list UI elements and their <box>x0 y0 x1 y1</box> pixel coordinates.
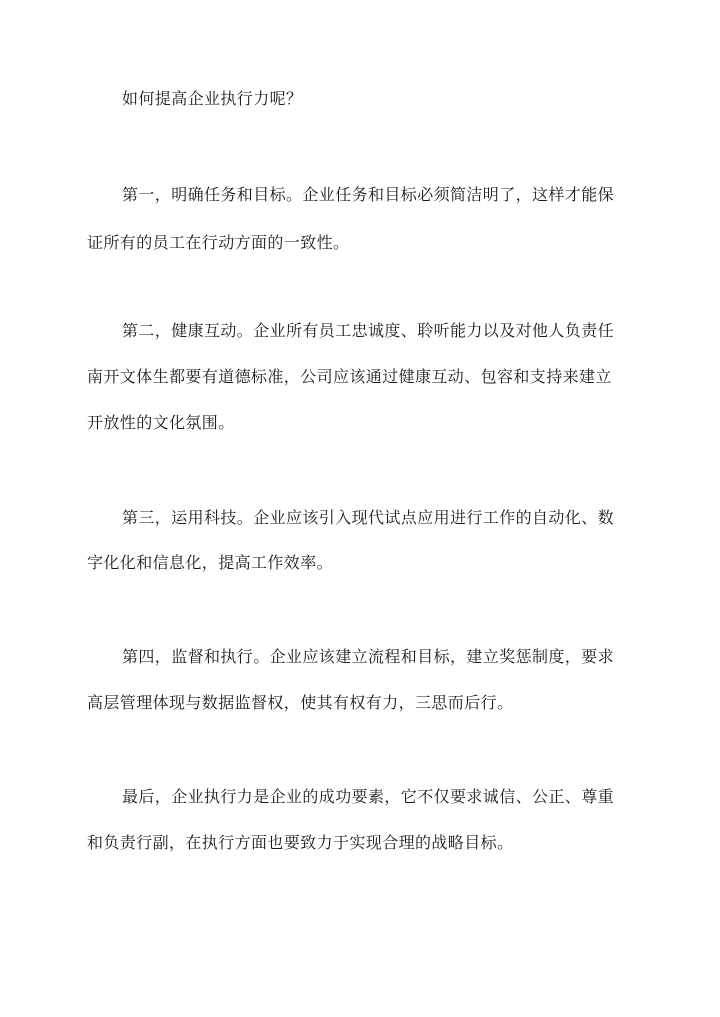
paragraph-line: 证所有的员工在行动方面的一致性。 <box>87 233 350 252</box>
document-title: 如何提高企业执行力呢？ <box>122 89 303 108</box>
paragraph-line: 和负责行副，在执行方面也要致力于实现合理的战略目标。 <box>87 833 514 852</box>
paragraph-line: 第二，健康互动。企业所有员工忠诚度、聆听能力以及对他人负责任 <box>122 321 615 340</box>
paragraph-line: 最后，企业执行力是企业的成功要素，它不仅要求诚信、公正、尊重 <box>122 787 615 806</box>
paragraph-line: 字化化和信息化，提高工作效率。 <box>87 553 334 572</box>
paragraph-line: 开放性的文化氛围。 <box>87 413 235 432</box>
paragraph-line: 第一，明确任务和目标。企业任务和目标必须简洁明了，这样才能保 <box>122 185 615 204</box>
paragraph-line: 第三，运用科技。企业应该引入现代试点应用进行工作的自动化、数 <box>122 508 615 527</box>
paragraph-line: 南开文体生都要有道德标准，公司应该通过健康互动、包容和支持来建立 <box>87 367 612 386</box>
paragraph-line: 第四，监督和执行。企业应该建立流程和目标，建立奖惩制度，要求 <box>122 647 615 666</box>
paragraph-line: 高层管理体现与数据监督权，使其有权有力，三思而后行。 <box>87 693 514 712</box>
